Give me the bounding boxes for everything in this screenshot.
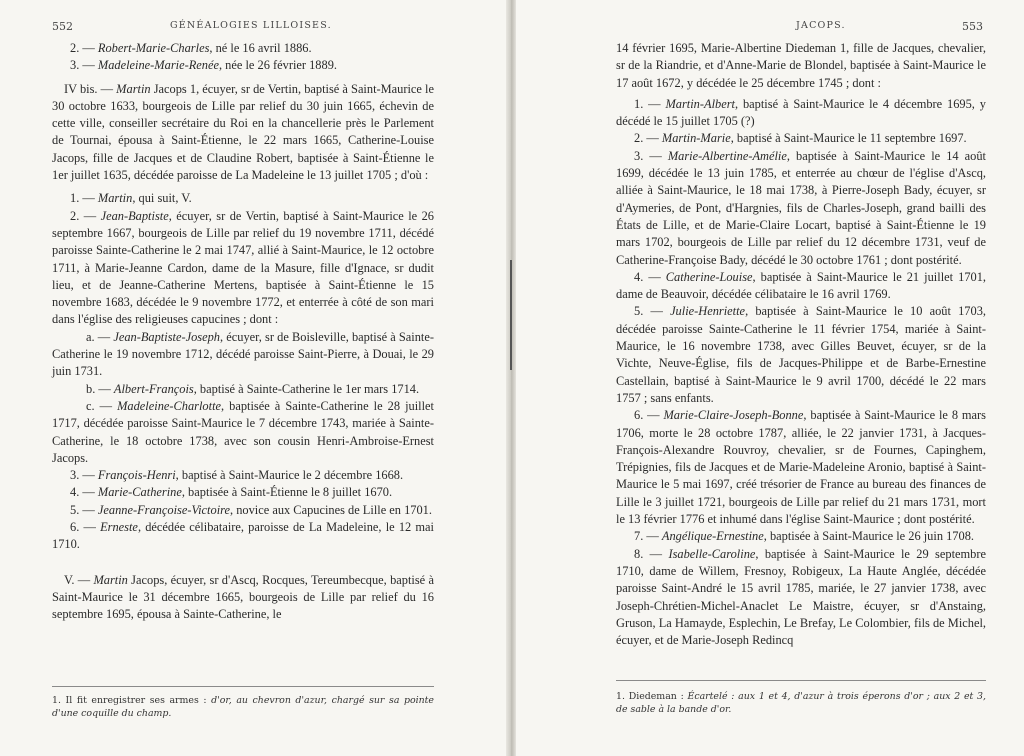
page-text bbox=[52, 40, 434, 624]
entry: 8. — Isabelle-Caroline, baptisée à Saint-Maurice le 29 septembre 1710, dame de Willem, Fresnoy, Robigeux, La Haute Anglée, décédée paroisse Saint-André le 15 avril 1785, mariée, le 27 janvier 1738, avec Joseph-Chrétien-Michel-Anaclet Le Maistre, écuyer, sr d'Anstaing, Gruson, La Hamayde, Esplechin, Le Brefay, Le Colombier, fils de Michel, écuyer, et de Marie-Joseph Redincq bbox=[616, 546, 986, 648]
generation-paragraph: V. — Martin Jacops, écuyer, sr d'Ascq, Rocques, Tereumbecque, baptisé à Saint-Maurice le 31 décembre 1665, bourgeois de Lille par relief du 16 septembre 1695, épousa à Sainte-Catherine, le bbox=[52, 572, 434, 622]
sub-entry: b. — Albert-François, baptisé à Sainte-Catherine le 1er mars 1714. bbox=[86, 381, 420, 396]
entry: 5. — Julie-Henriette, baptisée à Saint-Maurice le 10 août 1703, décédée paroisse Sainte-Catherine le 11 février 1754, mariée à Saint-Maurice, le 16 novembre 1738, avec Gilles Beuvet, écuyer, sr de la Vichte, Neuve-Église, fils de Jacques-Philippe et de Barbe-Ernestine Castellain, baptisé à Saint-Maurice le 9 avril 1700, décédé le 22 mars 1757 ; sans enfants. bbox=[616, 304, 986, 405]
page-number: 553 bbox=[962, 20, 983, 33]
entry: 5. — Jeanne-Françoise-Victoire, novice aux Capucines de Lille en 1701. bbox=[70, 502, 432, 517]
entry: 3. — François-Henri, baptisé à Saint-Maurice le 2 décembre 1668. bbox=[70, 468, 404, 483]
entry: 1. — Martin, qui suit, V. bbox=[70, 191, 192, 206]
entry: 2. — Martin-Marie, baptisé à Saint-Maurice le 11 septembre 1697. bbox=[634, 131, 967, 146]
entry: 2. — Jean-Baptiste, écuyer, sr de Vertin, baptisé à Saint-Maurice le 26 septembre 1667, bourgeois de Lille par relief du 19 novembre 1711, décédé paroisse Sainte-Catherine le 2 mai 1747, allié à Saint-Maurice, le 12 octobre 1711, à Marie-Jeanne Cardon, dame de la Masure, fille d'Ignace, sr dudit lieu, et de Jeanne-Catherine Mertens, baptisée à Saint-Étienne le 15 novembre 1683, décédée le 9 novembre 1772, et enterrée à côté de son mari dans l'église des religieuses capucines ; dont : bbox=[52, 208, 434, 327]
generation-paragraph: IV bis. — Martin Jacops 1, écuyer, sr de Vertin, baptisé à Saint-Maurice le 30 octobre 1633, bourgeois de Lille par relief du 30 juin 1665, échevin de cette ville, conseiller secrétaire du Roi en la chancellerie près le Parlement de Tournai, épousa à Saint-Étienne, le 22 mars 1665, Catherine-Louise Jacops, fille de Jacques et de Claudine Robert, baptisée à Saint-Étienne le 1er juillet 1635, décédée paroisse de La Madeleine le 13 juillet 1705 ; d'où : bbox=[52, 81, 434, 183]
sub-entry: a. — Jean-Baptiste-Joseph, écuyer, sr de Boisleville, baptisé à Sainte-Catherine le 19 novembre 1712, décédé paroisse Saint-Pierre, à Douai, le 29 juin 1731. bbox=[52, 329, 434, 379]
entry: 3. — Marie-Albertine-Amélie, baptisée à Saint-Maurice le 14 août 1699, décédée le 13 juin 1785, et enterrée au chœur de l'église d'Ascq, alliée à Saint-Maurice, le 18 mai 1738, à Pierre-Joseph Bady, écuyer, sr d'Aymeries, de Pont, d'Hargnies, fils de Charles-Joseph, grand bailli des États de Lille, et de Marie-Claire Locart, baptisé à Saint-Étienne le 19 mars 1702, bourgeois de Lille par relief du 12 décembre 1731, veuf de Catherine-Françoise Bady, décédé le 30 octobre 1761 ; dont postérité. bbox=[616, 148, 986, 267]
entry: 3. — Madeleine-Marie-Renée, née le 26 février 1889. bbox=[70, 58, 337, 73]
running-head: GÉNÉALOGIES LILLOISES. bbox=[170, 20, 332, 31]
entry: 6. — Erneste, décédée célibataire, paroisse de La Madeleine, le 12 mai 1710. bbox=[52, 520, 434, 552]
entry: 4. — Marie-Catherine, baptisée à Saint-Étienne le 8 juillet 1670. bbox=[70, 485, 393, 500]
entry: 1. — Martin-Albert, baptisé à Saint-Maurice le 4 décembre 1695, y décédé le 15 juillet 1705 (?) bbox=[616, 96, 986, 129]
right-page bbox=[516, 0, 1024, 756]
entry: 6. — Marie-Claire-Joseph-Bonne, baptisée à Saint-Maurice le 8 mars 1706, morte le 28 octobre 1787, alliée, le 22 janvier 1731, à Jacques-François-Alexandre Rouvroy, chevalier, sr de Fournes, Capinghem, Trépignies, fils de Jacques et de Marie-Madeleine Aronio, baptisé à Saint-Maurice le 5 mai 1697, créé trésorier de France au bureau des finances de Lille le 3 juillet 1721, bourgeois de Lille par relief du 21 mars 1731, mort le 13 février 1776 et inhumé dans l'église Saint-Maurice ; dont postérité. bbox=[616, 408, 986, 527]
footnote: 1. Il fit enregistrer ses armes : d'or, au chevron d'azur, chargé sur sa pointe d'une coquille du champ. bbox=[52, 695, 434, 719]
footnote-rule bbox=[52, 686, 434, 687]
book-gutter bbox=[506, 0, 516, 756]
footnote: 1. Diedeman : Écartelé : aux 1 et 4, d'azur à trois éperons d'or ; aux 2 et 3, de sable à la bande d'or. bbox=[616, 691, 986, 715]
footnote-rule bbox=[616, 680, 986, 681]
continued-paragraph: 14 février 1695, Marie-Albertine Diedeman 1, fille de Jacques, chevalier, sr de la Riandrie, et d'Anne-Marie de Blondel, baptisée à Saint-Maurice le 17 août 1672, y décédée le 25 décembre 1745 ; dont : bbox=[616, 41, 986, 90]
page-text bbox=[616, 40, 986, 649]
entry: 4. — Catherine-Louise, baptisée à Saint-Maurice le 21 juillet 1701, dame de Beauvoir, décédée célibataire le 16 avril 1769. bbox=[616, 269, 987, 302]
left-page bbox=[0, 0, 506, 756]
running-head: JACOPS. bbox=[796, 20, 846, 31]
page-number: 552 bbox=[52, 20, 73, 33]
sub-entry: c. — Madeleine-Charlotte, baptisée à Sainte-Catherine le 28 juillet 1717, décédée paroisse Saint-Maurice le 7 décembre 1743, mariée à Sainte-Catherine, le 18 octobre 1738, avec son cousin Henri-Ambroise-Ernest Jacops. bbox=[52, 398, 434, 465]
entry: 2. — Robert-Marie-Charles, né le 16 avril 1886. bbox=[70, 41, 312, 55]
entry: 7. — Angélique-Ernestine, baptisée à Saint-Maurice le 26 juin 1708. bbox=[634, 529, 974, 544]
binding-mark bbox=[510, 260, 512, 370]
